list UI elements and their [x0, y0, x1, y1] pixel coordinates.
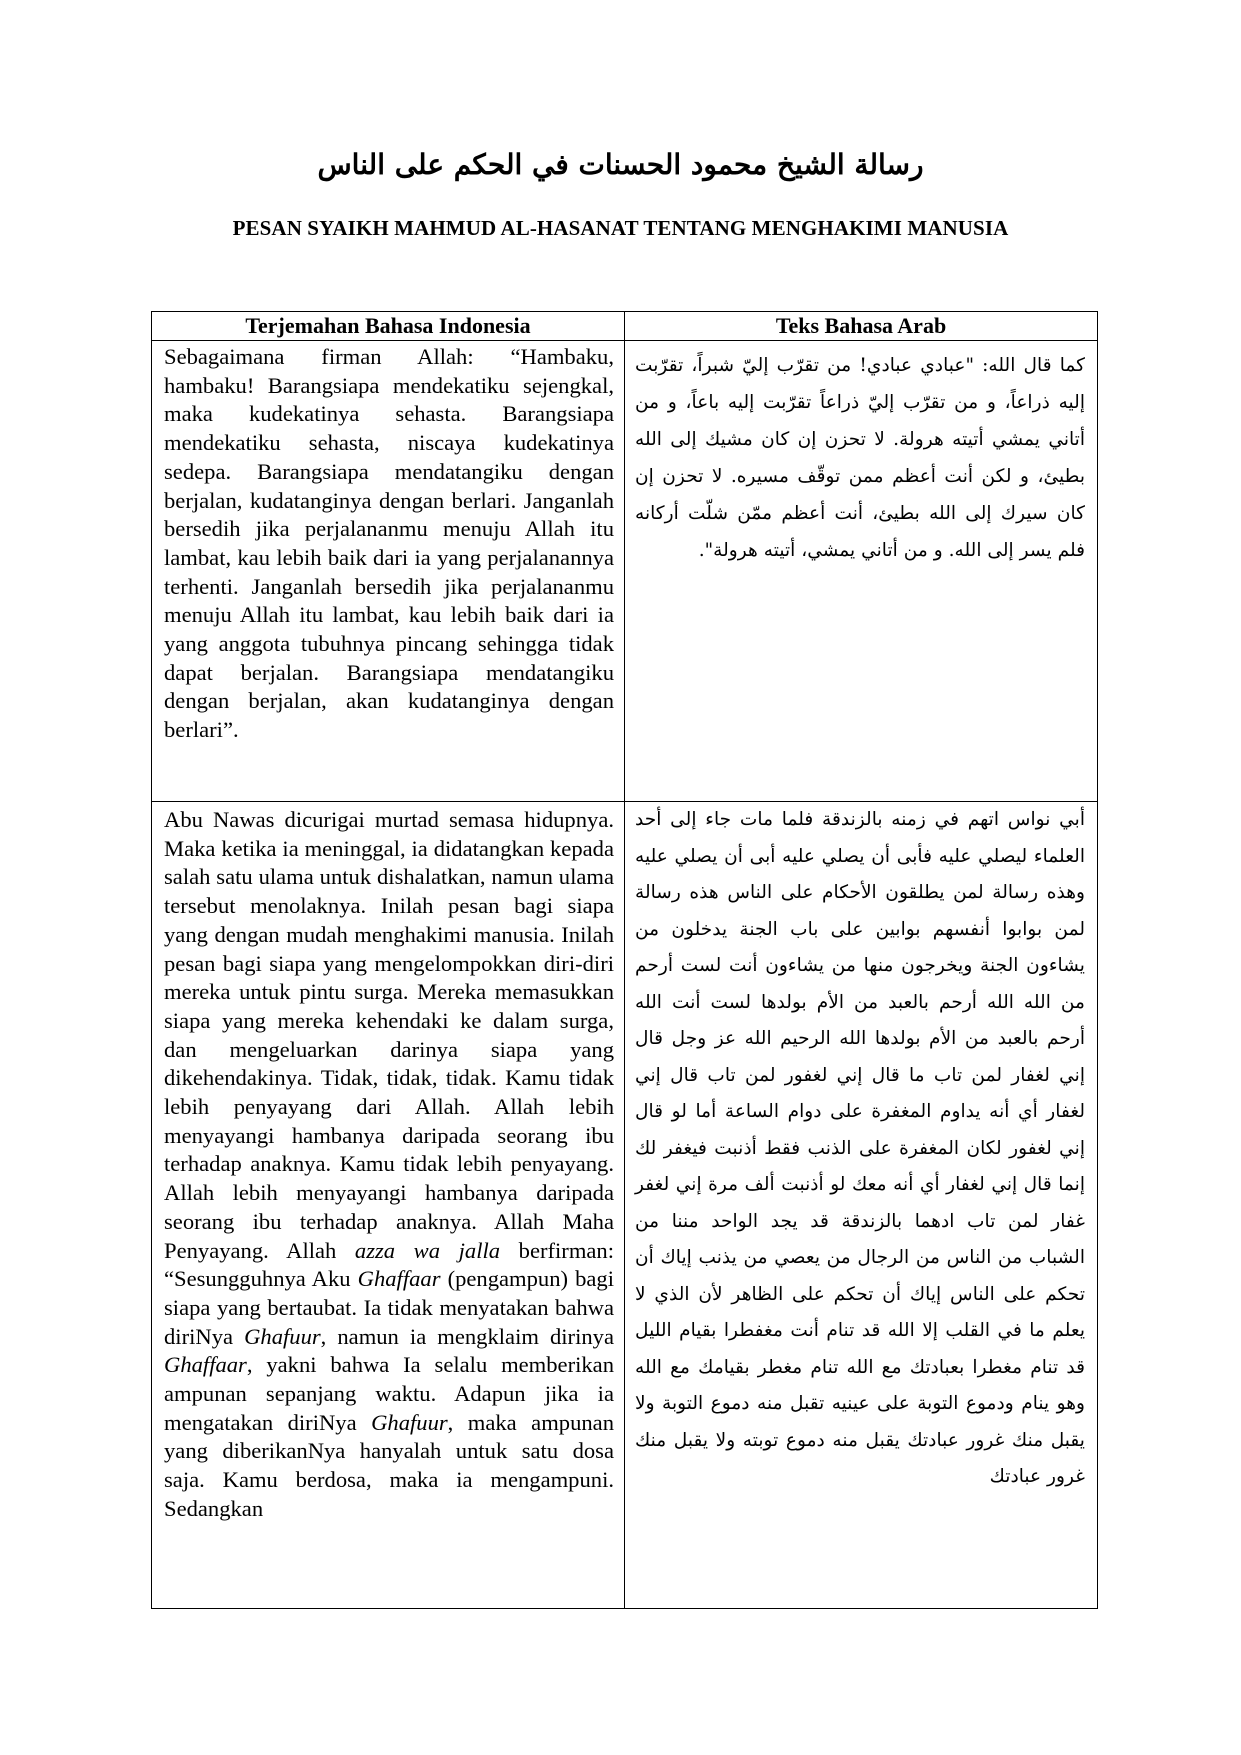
text-segment: (pengampun) bagi siapa yang bertaubat. Ia tidak menyatakan bahwa diriNya [164, 1266, 615, 1349]
cell-indonesian-1: Sebagaimana firman Allah: “Hambaku, hambaku! Barangsiapa mendekatiku sejengkal, maka kudekatinya sehasta. Barangsiapa mendekatiku sehasta, niscaya kudekatinya sedepa. Barangsiapa mendatangiku dengan berjalan, kudatanginya dengan berlari. Janganlah bersedih jika perjalananmu menuju Allah itu lambat, kau lebih baik dari ia yang perjalanannya terhenti. Janganlah bersedih jika perjalananmu menuju Allah itu lambat, kau lebih baik dari ia yang anggota tubuhnya pincang sehingga tidak dapat berjalan. Barangsiapa mendatangiku dengan berjalan, akan kudatanginya dengan berlari”. [152, 341, 625, 802]
table-row [152, 341, 1098, 802]
text-segment: berfirman: “Sesungguhnya Aku [164, 1237, 614, 1292]
italic-term: Ghafuur [371, 1409, 448, 1435]
text-segment: , yakni bahwa Ia selalu memberikan ampunan sepanjang waktu. Adapun jika ia mengatakan diriNya [164, 1352, 614, 1435]
column-header-arabic: Teks Bahasa Arab [625, 312, 1098, 341]
cell-indonesian-2 [152, 802, 625, 1609]
italic-term: Ghaffaar [164, 1352, 247, 1378]
translation-table [151, 311, 1098, 1609]
page-title-indonesian: PESAN SYAIKH MAHMUD AL-HASANAT TENTANG MENGHAKIMI MANUSIA [232, 216, 1009, 240]
page-title-arabic: رسالة الشيخ محمود الحسنات في الحكم على الناس [317, 148, 924, 181]
table-row [152, 802, 1098, 1609]
text-segment: Abu Nawas dicurigai murtad semasa hidupnya. Maka ketika ia meninggal, ia didatangkan kepada salah satu ulama untuk dishalatkan, namun ulama tersebut menolaknya. Inilah pesan bagi siapa yang dengan mudah menghakimi manusia. Inilah pesan bagi siapa yang mengelompokkan diri-diri mereka untuk pintu surga. Mereka memasukkan siapa yang mereka kehendaki ke dalam surga, dan mengeluarkan darinya siapa yang dikehendakinya. Tidak, tidak, tidak. Kamu tidak lebih penyayang dari Allah. Allah lebih menyayangi hambanya daripada seorang ibu terhadap anaknya. Kamu tidak lebih penyayang. Allah lebih menyayangi hambanya daripada seorang ibu terhadap anaknya. Allah Maha Penyayang. Allah [164, 807, 614, 1263]
italic-term: Ghaffaar [357, 1266, 441, 1292]
cell-arabic-2: أبي نواس اتهم في زمنه بالزندقة فلما مات جاء إلى أحد العلماء ليصلي عليه فأبى أن يصلي عليه أبى أن يصلي عليه وهذه رسالة لمن يطلقون الأحكام على الناس هذه رسالة لمن بوابوا أنفسهم بوابين على باب الجنة يدخلون من يشاءون الجنة ويخرجون منها من يشاءون أنت لست أرحم من الله الله أرحم بالعبد من الأم بولدها لست أنت الله أرحم بالعبد من الأم بولدها الله الرحيم الله عز وجل قال إني لغفار لمن تاب ما قال إني لغفور لمن تاب قال إني لغفار أي أنه يداوم المغفرة على دوام الساعة أما لو قال إني لغفور لكان المغفرة على الذنب فقط أذنبت فيغفر لك إنما قال إني لغفار أي أنه معك لو أذنبت ألف مرة إني لغفر غفار لمن تاب ادهما بالزندقة قد يجد الواحد مننا من الشباب من الناس من الرجال من يعصي من يذنب إياك أن تحكم على الناس إياك أن تحكم على الظاهر لأن الذي لا يعلم ما في القلب إلا الله قد تنام أنت مغفطرا بقيام الليل قد تنام مغطرا بعبادتك مع الله تنام مغطر بقيامك مع الله وهو ينام ودموع التوبة على عينيه تقبل منه دموع التوبة ولا يقبل منك غرور عبادتك يقبل منه دموع توبته ولا يقبل منك غرور عبادتك [625, 802, 1098, 1609]
italic-term: Ghafuur [244, 1323, 321, 1349]
table-header-row [152, 312, 1098, 341]
cell-arabic-1: كما قال الله: "عبادي عبادي! من تقرّب إليّ شبراً، تقرّبت إليه ذراعاً، و من تقرّب إليّ ذراعاً تقرّبت إليه باعاً، و من أتاني يمشي أتيته هرولة. لا تحزن إن كان مشيك إلى الله بطيئ، و لكن أنت أعظم ممن توقّف مسيره. لا تحزن إن كان سيرك إلى الله بطيئ، أنت أعظم ممّن شلّت أركانه فلم يسر إلى الله. و من أتاني يمشي، أتيته هرولة". [625, 341, 1098, 802]
text-segment: , namun ia mengklaim dirinya [320, 1323, 614, 1349]
column-header-indonesian: Terjemahan Bahasa Indonesia [152, 312, 625, 341]
text-segment: , maka ampunan yang diberikanNya hanyalah untuk satu dosa saja. Kamu berdosa, maka ia mengampuni. Sedangkan [164, 1409, 614, 1521]
italic-term: azza wa jalla [354, 1237, 501, 1263]
